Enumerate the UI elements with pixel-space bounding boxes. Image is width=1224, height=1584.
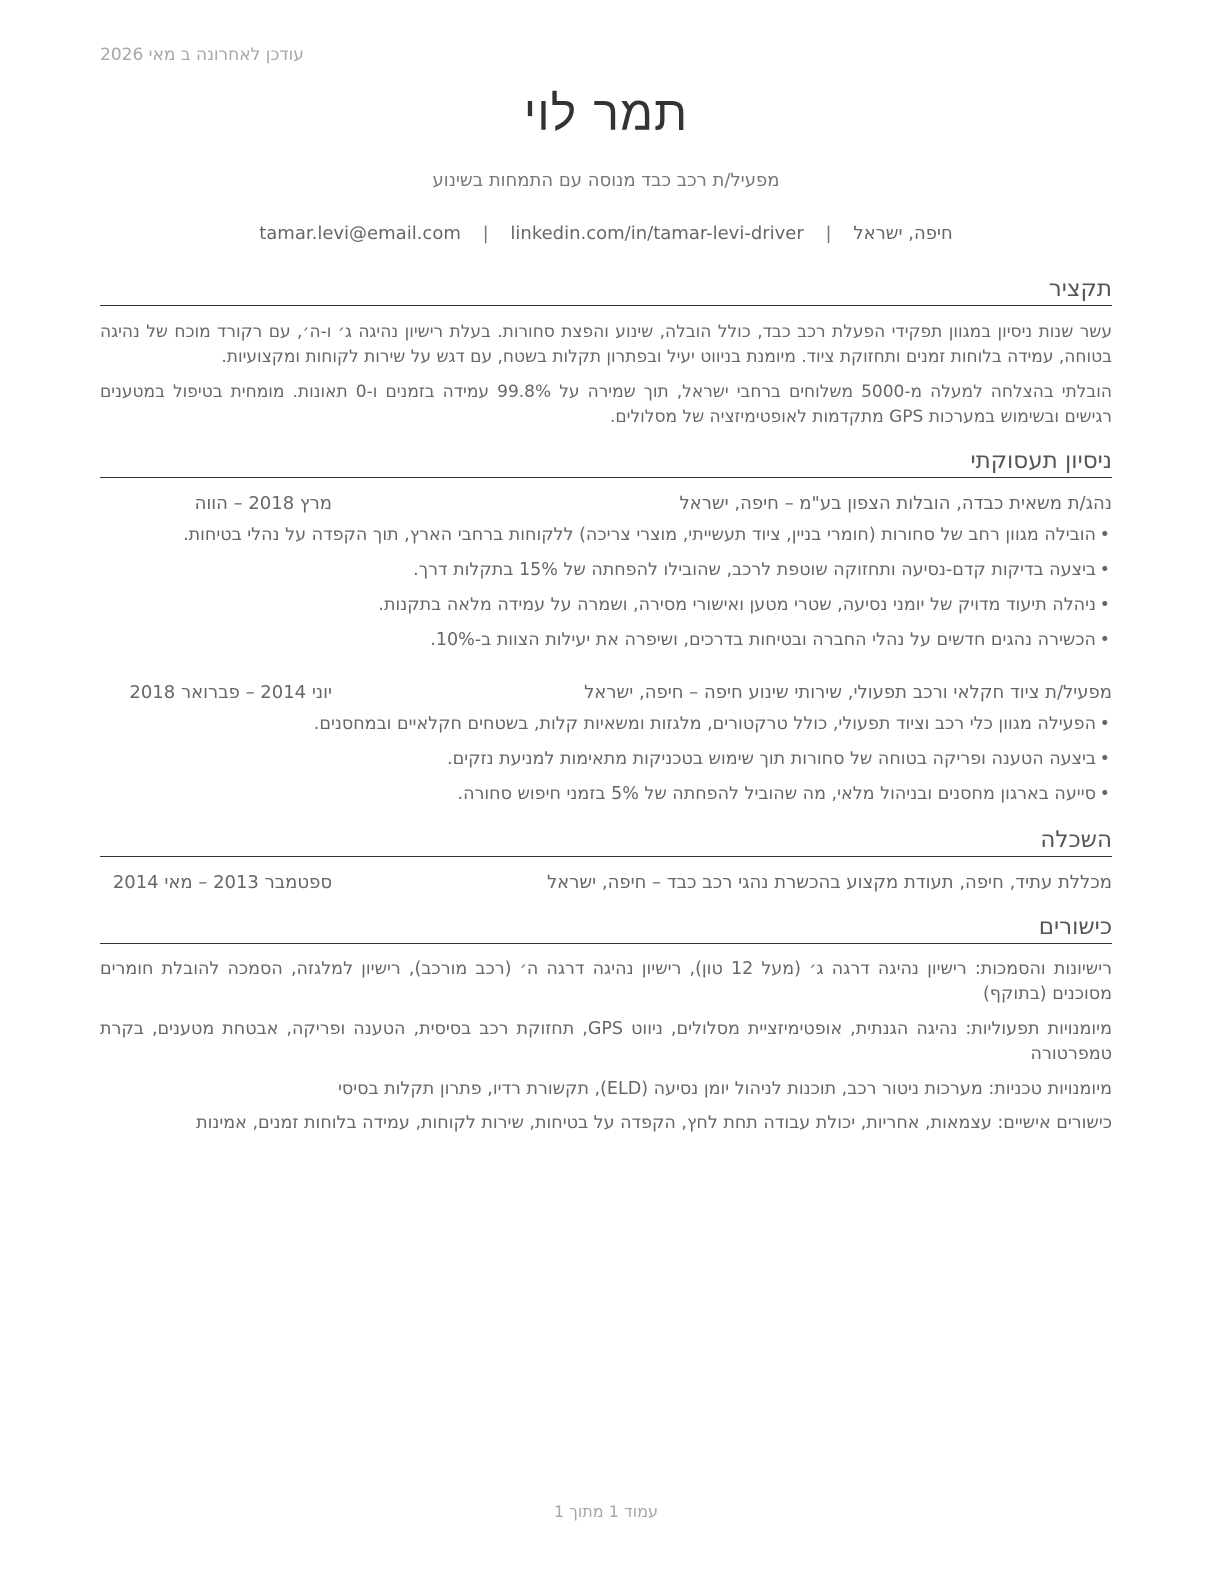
job-header [100, 680, 1112, 706]
skill-line: רישיונות והסמכות: רישיון נהיגה דרגה ג׳ (מעל 12 טון), רישיון נהיגה דרגה ה׳ (רכב מורכב), רישיון למלגזה, הסמכה להובלת חומרים מסוכנים (בתוקף) [100, 959, 1112, 1004]
job-bullet: • ניהלה תיעוד מדויק של יומני נסיעה, שטרי מטען ואישורי מסירה, ושמרה על עמידה מלאה בתקנות. [378, 595, 1110, 615]
contact-linkedin[interactable]: linkedin.com/in/tamar-levi-driver [510, 223, 804, 244]
job-bullet: • הובילה מגוון רחב של סחורות (חומרי בניין, ציוד תעשייתי, מוצרי צריכה) ללקוחות ברחבי הארץ, תוך הקפדה על נהלי בטיחות. [183, 525, 1110, 545]
education-row [100, 870, 1112, 896]
job-bullet: • סייעה בארגון מחסנים ובניהול מלאי, מה שהוביל להפחתה של 5% בזמני חיפוש סחורה. [457, 784, 1110, 804]
contact-email[interactable]: tamar.levi@email.com [259, 223, 461, 244]
page-number: עמוד 1 מתוך 1 [554, 1502, 658, 1521]
job-bullet: • ביצעה בדיקות קדם-נסיעה ותחזוקה שוטפת לרכב, שהובילו להפחתה של 15% בתקלות דרך. [413, 560, 1110, 580]
contact-separator: | [482, 223, 489, 244]
skill-line: כישורים אישיים: עצמאות, אחריות, יכולת עבודה תחת לחץ, הקפדה על בטיחות, שירות לקוחות, עמידה בלוחות זמנים, אמינות [196, 1113, 1112, 1133]
contact-location: חיפה, ישראל [853, 223, 953, 244]
section-title-education: השכלה [100, 826, 1112, 857]
summary-paragraph-2: הובלתי בהצלחה למעלה מ-5000 משלוחים ברחבי ישראל, תוך שמירה על 99.8% עמידה בזמנים ו-0 תאונות. מומחית בטיפול במטענים רגישים ובשימוש במערכות GPS מתקדמות לאופטימיזציה של מסלולים. [100, 382, 1112, 427]
resume-page [100, 0, 1112, 1584]
job-bullet: • ביצעה הטענה ופריקה בטוחה של סחורות תוך שימוש בטכניקות מתאימות למניעת נזקים. [447, 749, 1110, 769]
skill-line: מיומנויות טכניות: מערכות ניטור רכב, תוכנות לניהול יומן נסיעה (ELD), תקשורת רדיו, פתרון תקלות בסיסי [337, 1079, 1112, 1099]
summary-paragraph-1: עשר שנות ניסיון במגוון תפקידי הפעלת רכב כבד, כולל הובלה, שינוע והפצת סחורות. בעלת רישיון נהיגה ג׳ ו-ה׳, עם רקורד מוכח של נהיגה בטוחה, עמידה בלוחות זמנים ותחזוקת ציוד. מיומנת בניווט יעיל ובפתרון תקלות בשטח, עם דגש על שירות לקוחות ומקצועיות. [100, 322, 1112, 367]
candidate-subtitle: מפעיל/ת רכב כבד מנוסה עם התמחות בשינוע [432, 170, 780, 191]
job-dates: מרץ 2018 – הווה [194, 493, 332, 514]
education-dates: ספטמבר 2013 – מאי 2014 [112, 872, 332, 893]
job-bullet: • הכשירה נהגים חדשים על נהלי החברה ובטיחות בדרכים, ושיפרה את יעילות הצוות ב-10%. [430, 630, 1110, 650]
education-org: מכללת עתיד, חיפה, תעודת מקצוע בהכשרת נהגי רכב כבד – חיפה, ישראל [546, 872, 1112, 893]
job-org: נהג/ת משאית כבדה, הובלות הצפון בע"מ – חיפה, ישראל [679, 493, 1112, 514]
job-dates: יוני 2014 – פברואר 2018 [129, 682, 332, 703]
candidate-name: תמר לוי [523, 86, 689, 142]
section-title-skills: כישורים [100, 913, 1112, 944]
section-title-experience: ניסיון תעסוקתי [100, 447, 1112, 478]
contact-separator: | [825, 223, 832, 244]
contact-line [100, 223, 1112, 244]
skill-line: מיומנויות תפעוליות: נהיגה הגנתית, אופטימיזציית מסלולים, ניווט GPS, תחזוקת רכב בסיסית, הטענה ופריקה, אבטחת מטענים, בקרת טמפרטורה [100, 1019, 1112, 1064]
job-org: מפעיל/ת ציוד חקלאי ורכב תפעולי, שירותי שינוע חיפה – חיפה, ישראל [584, 682, 1112, 703]
last-updated: עודכן לאחרונה ב מאי 2026 [100, 45, 304, 65]
job-header [100, 491, 1112, 517]
section-title-summary: תקציר [100, 275, 1112, 306]
job-bullet: • הפעילה מגוון כלי רכב וציוד תפעולי, כולל טרקטורים, מלגזות ומשאיות קלות, בשטחים חקלאיים ובמחסנים. [313, 714, 1110, 734]
